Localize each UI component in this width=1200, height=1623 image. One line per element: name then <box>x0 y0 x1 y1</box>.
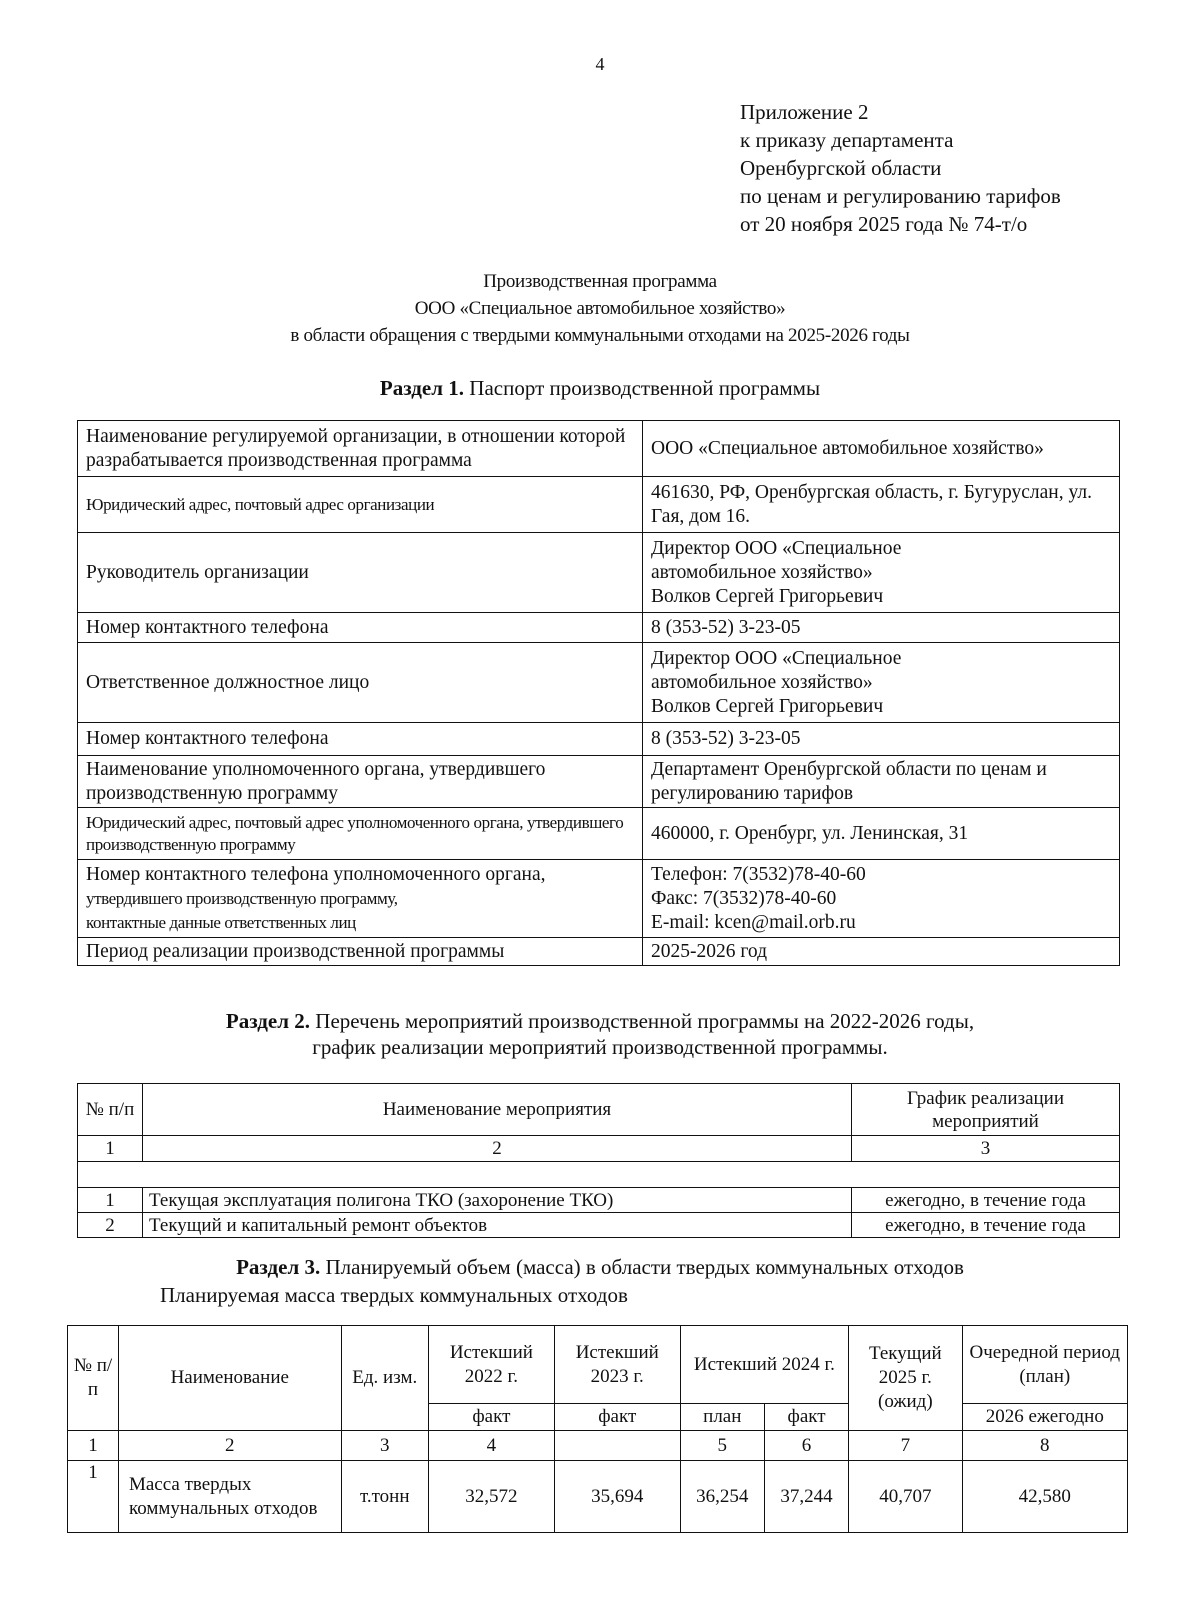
value-line: Волков Сергей Григорьевич <box>651 585 884 607</box>
section2-label: Раздел 2. <box>225 1009 311 1033</box>
passport-label: Номер контактного телефона <box>78 723 643 756</box>
header-unit: Ед. изм. <box>341 1326 428 1431</box>
passport-value: 2025-2026 год <box>643 938 1120 966</box>
passport-value <box>643 643 1120 723</box>
index-cell: 5 <box>680 1431 764 1461</box>
row-name: Масса твердых коммунальных отходов <box>118 1461 341 1533</box>
row-value-2024-fact: 37,244 <box>764 1461 848 1533</box>
passport-label: Юридический адрес, почтовый адрес уполномоченного органа, утвердившего производственную программу <box>78 808 643 860</box>
subheader-fact: факт <box>554 1404 680 1431</box>
section3-label: Раздел 3. <box>236 1255 321 1279</box>
table-header-row <box>78 1084 1120 1136</box>
section1-label: Раздел 1. <box>379 376 465 400</box>
row-value-2024-plan: 36,254 <box>680 1461 764 1533</box>
passport-label <box>78 860 643 938</box>
subheader-plan: план <box>680 1404 764 1431</box>
section2-heading-text: Перечень мероприятий производственной программы на 2022-2026 годы, <box>310 1009 975 1033</box>
passport-label: Руководитель организации <box>78 533 643 613</box>
passport-value <box>643 860 1120 938</box>
index-cell: 3 <box>341 1431 428 1461</box>
appendix-block <box>740 98 1061 238</box>
title-line: Производственная программа <box>483 271 717 292</box>
row-num: 2 <box>78 1213 143 1238</box>
passport-value <box>643 533 1120 613</box>
value-line: E-mail: kcen@mail.orb.ru <box>651 911 856 933</box>
title-line: в области обращения с твердыми коммунальными отходами на 2025-2026 годы <box>290 325 910 346</box>
table-empty-row <box>78 1162 1120 1188</box>
table-row <box>78 938 1120 966</box>
table-row <box>78 1188 1120 1213</box>
table-row <box>78 756 1120 808</box>
passport-label: Юридический адрес, почтовый адрес организации <box>78 477 643 533</box>
table-row <box>78 533 1120 613</box>
table-row <box>78 808 1120 860</box>
index-cell: 3 <box>852 1136 1120 1162</box>
section1-heading-text: Паспорт производственной программы <box>464 376 821 400</box>
row-num: 1 <box>68 1461 119 1533</box>
value-line: Волков Сергей Григорьевич <box>651 695 884 717</box>
mass-table <box>67 1325 1128 1533</box>
header-2024: Истекший 2024 г. <box>680 1326 849 1404</box>
passport-value: Департамент Оренбургской области по ценам и регулированию тарифов <box>643 756 1120 808</box>
index-cell: 1 <box>78 1136 143 1162</box>
passport-label: Ответственное должностное лицо <box>78 643 643 723</box>
subheader-next: 2026 ежегодно <box>962 1404 1127 1431</box>
appendix-line: Оренбургской области <box>740 156 942 180</box>
table-row <box>78 421 1120 477</box>
row-value-2023: 35,694 <box>554 1461 680 1533</box>
appendix-line: от 20 ноября 2025 года № 74-т/о <box>740 212 1028 236</box>
document-title <box>0 268 1200 349</box>
appendix-line: к приказу департамента <box>740 128 954 152</box>
section3-subheading: Планируемая масса твердых коммунальных отходов <box>160 1283 628 1307</box>
index-cell: 1 <box>68 1431 119 1461</box>
passport-table <box>77 420 1120 966</box>
passport-value: 8 (353-52) 3-23-05 <box>643 613 1120 643</box>
row-value-2025: 40,707 <box>849 1461 962 1533</box>
label-line: контактные данные ответственных лиц <box>86 912 356 932</box>
table-row <box>78 860 1120 938</box>
index-cell <box>554 1431 680 1461</box>
passport-label: Номер контактного телефона <box>78 613 643 643</box>
header-name: Наименование мероприятия <box>143 1084 852 1136</box>
title-line: ООО «Специальное автомобильное хозяйство» <box>414 298 786 319</box>
table-index-row <box>78 1136 1120 1162</box>
header-2022: Истекший 2022 г. <box>428 1326 554 1404</box>
value-line: автомобильное хозяйство» <box>651 561 873 583</box>
index-cell: 2 <box>143 1136 852 1162</box>
activities-table <box>77 1083 1120 1238</box>
value-line: Факс: 7(3532)78-40-60 <box>651 887 837 909</box>
passport-label: Период реализации производственной программы <box>78 938 643 966</box>
table-row <box>78 643 1120 723</box>
section3-heading-text: Планируемый объем (масса) в области твердых коммунальных отходов <box>320 1255 964 1279</box>
row-num: 1 <box>78 1188 143 1213</box>
table-row <box>78 613 1120 643</box>
table-row <box>68 1461 1128 1533</box>
index-cell: 6 <box>764 1431 848 1461</box>
row-schedule: ежегодно, в течение года <box>852 1188 1120 1213</box>
section3-heading <box>0 1254 1200 1280</box>
subheader-fact: факт <box>764 1404 848 1431</box>
passport-value: 461630, РФ, Оренбургская область, г. Бугуруслан, ул. Гая, дом 16. <box>643 477 1120 533</box>
label-line: Номер контактного телефона уполномоченного органа, <box>86 863 546 885</box>
header-2023: Истекший 2023 г. <box>554 1326 680 1404</box>
table-row <box>78 723 1120 756</box>
value-line: автомобильное хозяйство» <box>651 671 873 693</box>
header-2025: Текущий 2025 г. (ожид) <box>849 1326 962 1431</box>
header-name: Наименование <box>118 1326 341 1431</box>
header-num: № п/п <box>78 1084 143 1136</box>
row-name: Текущий и капитальный ремонт объектов <box>143 1213 852 1238</box>
index-cell: 7 <box>849 1431 962 1461</box>
section1-heading <box>0 375 1200 401</box>
appendix-line: по ценам и регулированию тарифов <box>740 184 1061 208</box>
index-cell: 8 <box>962 1431 1127 1461</box>
row-unit: т.тонн <box>341 1461 428 1533</box>
label-line: утвердившего производственную программу, <box>86 888 398 908</box>
table-row <box>78 1213 1120 1238</box>
subheader-fact: факт <box>428 1404 554 1431</box>
header-num: № п/п <box>68 1326 119 1431</box>
header-schedule: График реализации мероприятий <box>852 1084 1120 1136</box>
appendix-line: Приложение 2 <box>740 100 869 124</box>
passport-value: 8 (353-52) 3-23-05 <box>643 723 1120 756</box>
row-name: Текущая эксплуатация полигона ТКО (захоронение ТКО) <box>143 1188 852 1213</box>
index-cell: 4 <box>428 1431 554 1461</box>
value-line: Директор ООО «Специальное <box>651 647 902 669</box>
empty-cell <box>78 1162 1120 1188</box>
row-value-2022: 32,572 <box>428 1461 554 1533</box>
passport-label: Наименование уполномоченного органа, утвердившего производственную программу <box>78 756 643 808</box>
index-cell: 2 <box>118 1431 341 1461</box>
table-header-row <box>68 1326 1128 1404</box>
row-value-2026: 42,580 <box>962 1461 1127 1533</box>
value-line: Телефон: 7(3532)78-40-60 <box>651 863 866 885</box>
table-index-row <box>68 1431 1128 1461</box>
header-next: Очередной период (план) <box>962 1326 1127 1404</box>
passport-value: ООО «Специальное автомобильное хозяйство» <box>643 421 1120 477</box>
page-number: 4 <box>595 54 605 74</box>
section2-heading <box>0 1008 1200 1060</box>
row-schedule: ежегодно, в течение года <box>852 1213 1120 1238</box>
passport-label: Наименование регулируемой организации, в отношении которой разрабатывается производственная программа <box>78 421 643 477</box>
section2-heading-line2: график реализации мероприятий производственной программы. <box>312 1035 888 1059</box>
table-row <box>78 477 1120 533</box>
value-line: Директор ООО «Специальное <box>651 537 902 559</box>
passport-value: 460000, г. Оренбург, ул. Ленинская, 31 <box>643 808 1120 860</box>
